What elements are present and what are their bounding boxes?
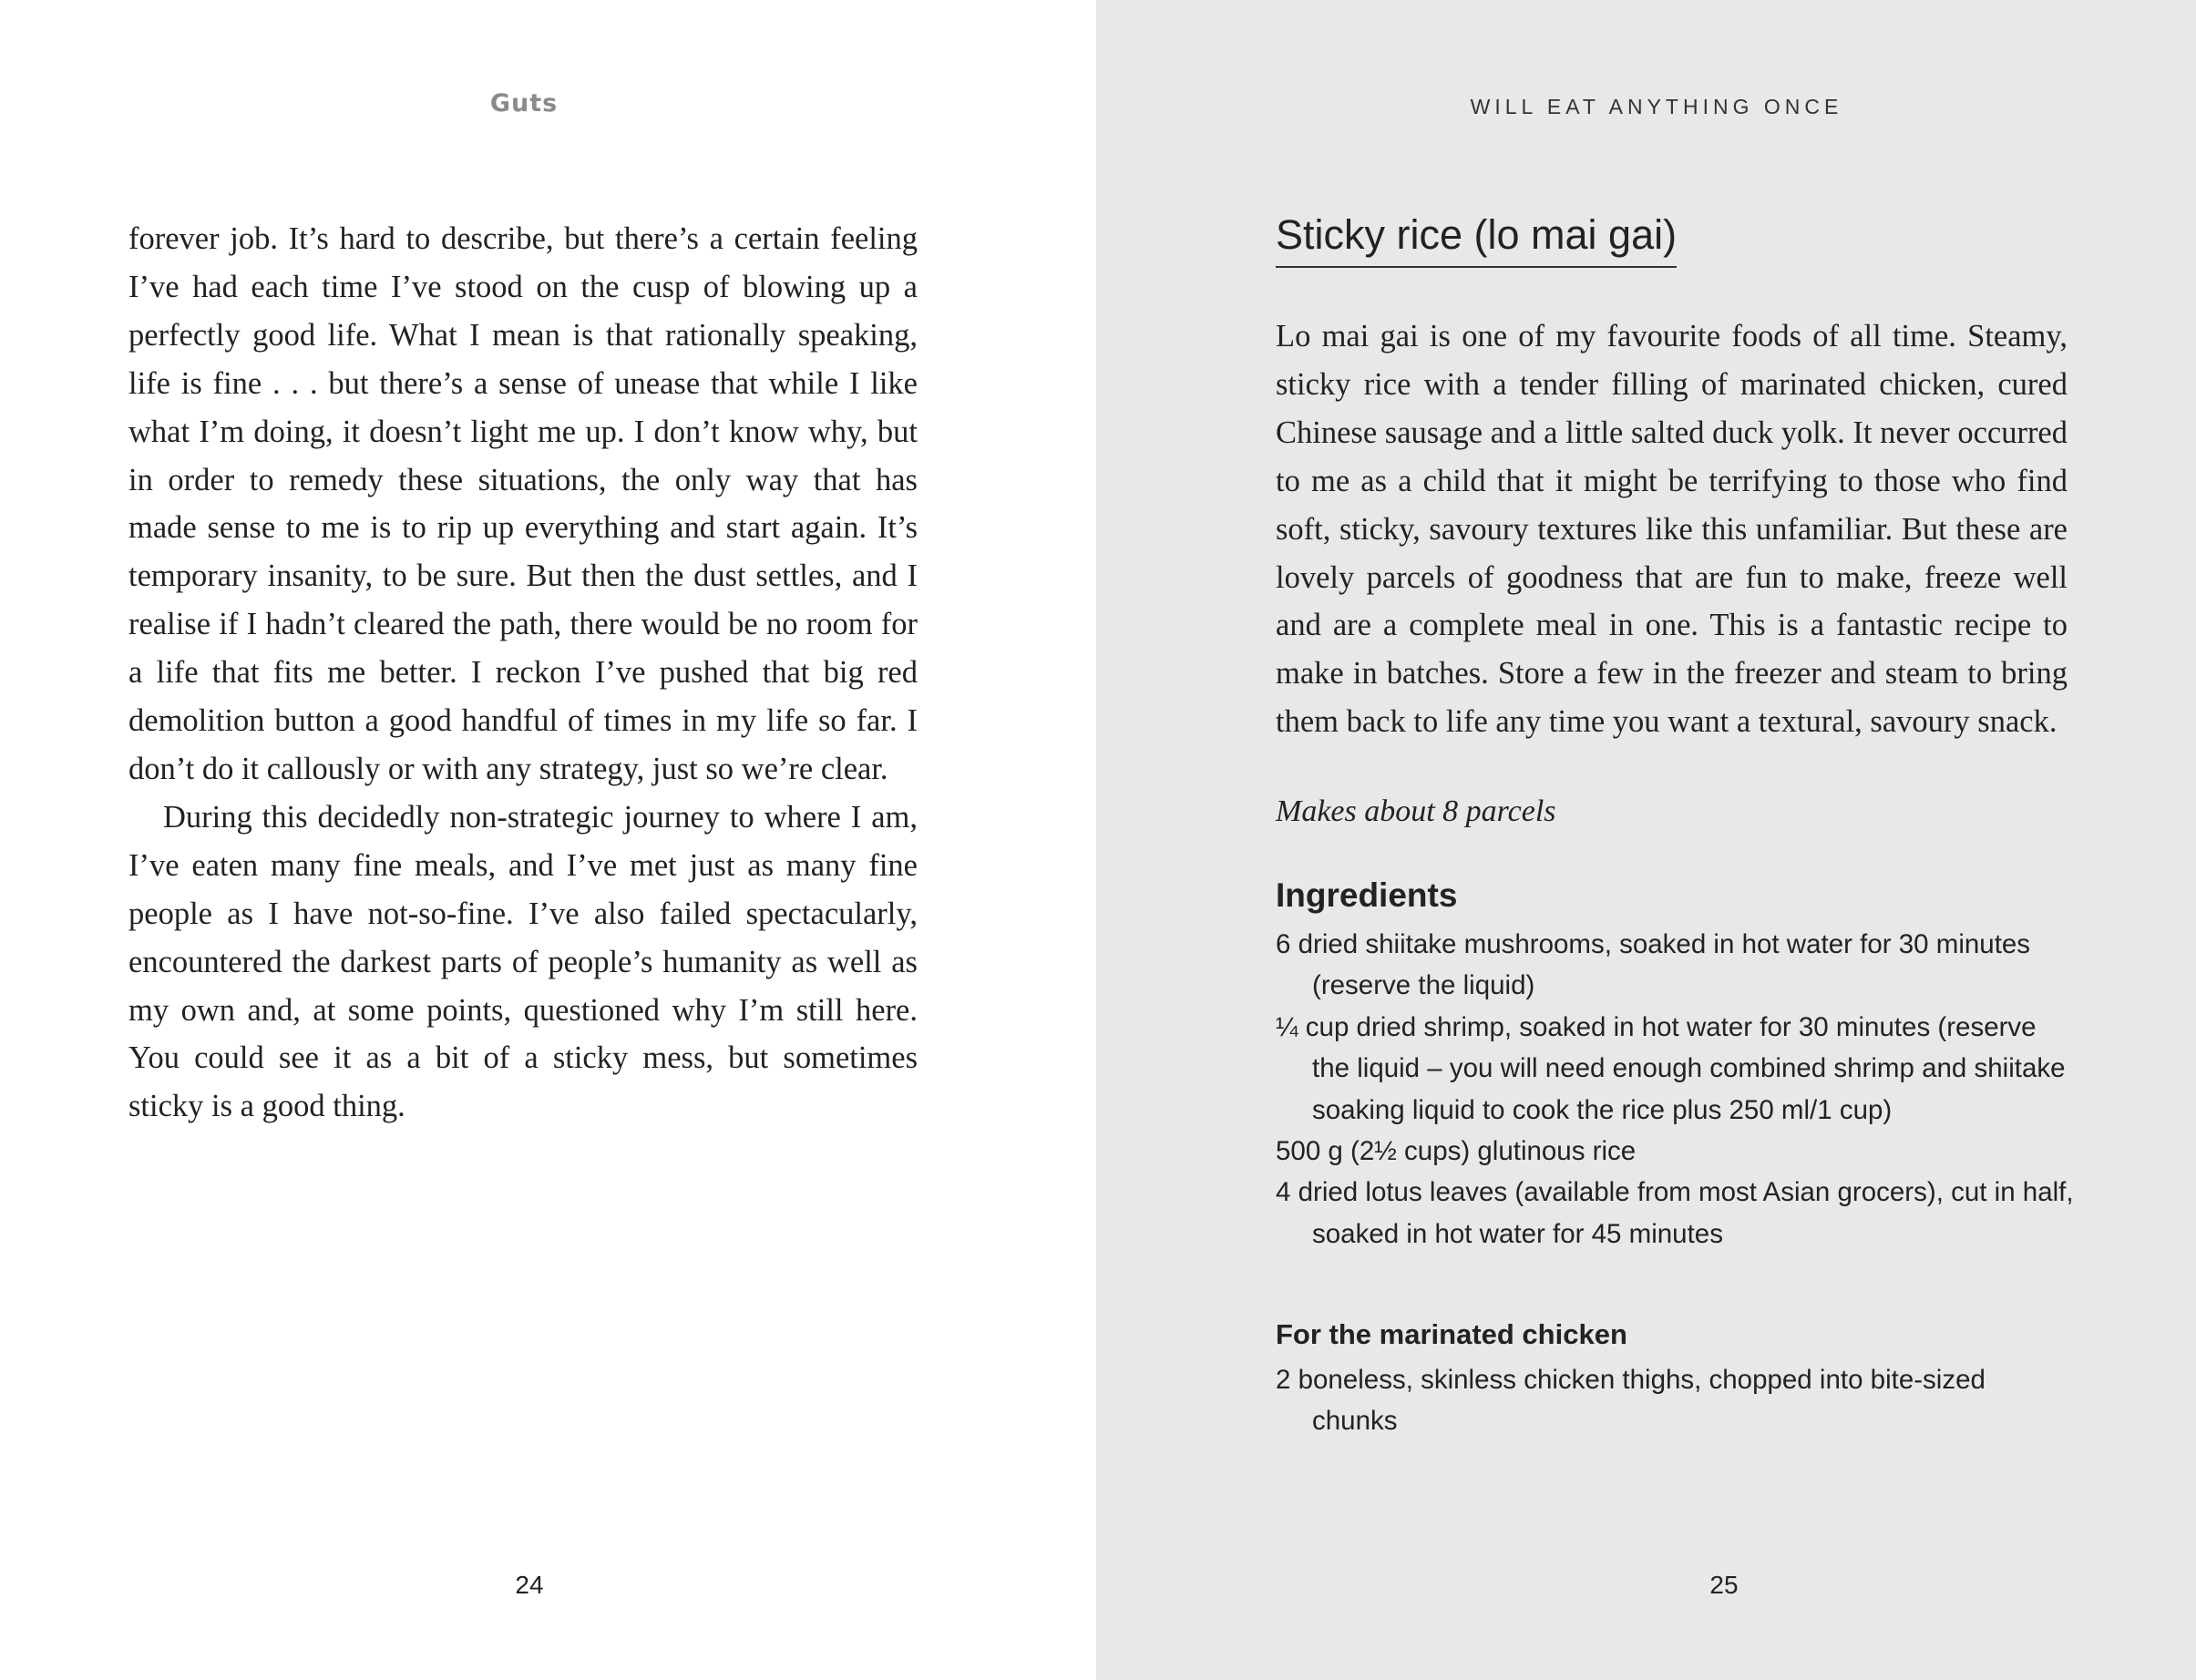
right-page: [1096, 0, 2196, 1680]
paragraph-1: forever job. It’s hard to describe, but there’s a certain feeling I’ve had each time I’ve stood on the cusp of blowing up a perfectly good life. What I mean is that rationally speaking, life is fine . . . but there’s a sense of unease that while I like what I’m doing, it doesn’t light me up. I don’t know why, but in order to remedy these situations, the only way that has made sense to me is to rip up everything and start again. It’s temporary insanity, to be sure. But then the dust settles, and I realise if I hadn’t cleared the path, there would be no room for a life that fits me better. I reckon I’ve pushed that big red demolition button a good handful of times in my life so far. I don’t do it callously or with any strategy, just so we’re clear.: [128, 221, 918, 786]
page-number-left: 24: [515, 1571, 544, 1599]
running-head-right: WILL EAT ANYTHING ONCE: [1470, 95, 1843, 118]
marinated-ingredients-list: [1276, 1359, 2078, 1442]
recipe-yield: Makes about 8 parcels: [1276, 794, 1556, 828]
ingredient-item: 2 boneless, skinless chicken thighs, chopped into bite-sized chunks: [1276, 1365, 1986, 1437]
ingredient-item: 4 dried lotus leaves (available from most Asian grocers), cut in half, soaked in hot water for 45 minutes: [1276, 1177, 2074, 1249]
ingredient-item: 6 dried shiitake mushrooms, soaked in hot water for 30 minutes (reserve the liquid): [1276, 929, 2031, 1001]
recipe-title: Sticky rice (lo mai gai): [1276, 211, 1677, 268]
page-number-right: 25: [1709, 1571, 1739, 1599]
recipe-intro: Lo mai gai is one of my favourite foods of all time. Steamy, sticky rice with a tender filling of marinated chicken, cured Chinese sausage and a little salted duck yolk. It never occurred to me as a child that it might be terrifying to those who find soft, sticky, savoury textures like this unfamiliar. But these are lovely parcels of goodness that are fun to make, freeze well and are a complete meal in one. This is a fantastic recipe to make in batches. Store a few in the freezer and steam to bring them back to life any time you want a textural, savoury snack.: [1276, 319, 2068, 740]
running-head-left: Guts: [489, 89, 559, 118]
left-page: [0, 0, 1096, 1680]
ingredient-item: 500 g (2½ cups) glutinous rice: [1276, 1136, 1637, 1167]
ingredient-item: ¼ cup dried shrimp, soaked in hot water for 30 minutes (reserve the liquid – you will need enough combined shrimp and shiitake soaking liquid to cook the rice plus 250 ml/1 cup): [1276, 1011, 2066, 1125]
paragraph-2: During this decidedly non-strategic journey to where I am, I’ve eaten many fine meals, and I’ve met just as many fine people as I have not-so-fine. I’ve also failed spectacularly, encountered the darkest parts of people’s humanity as well as my own and, at some points, questioned why I’m still here. You could see it as a bit of a sticky mess, but sometimes sticky is a good thing.: [128, 799, 918, 1124]
body-text: [128, 215, 918, 1131]
ingredients-heading: Ingredients: [1276, 876, 1458, 914]
marinated-chicken-heading: For the marinated chicken: [1276, 1318, 1627, 1350]
ingredients-list: [1276, 924, 2078, 1255]
